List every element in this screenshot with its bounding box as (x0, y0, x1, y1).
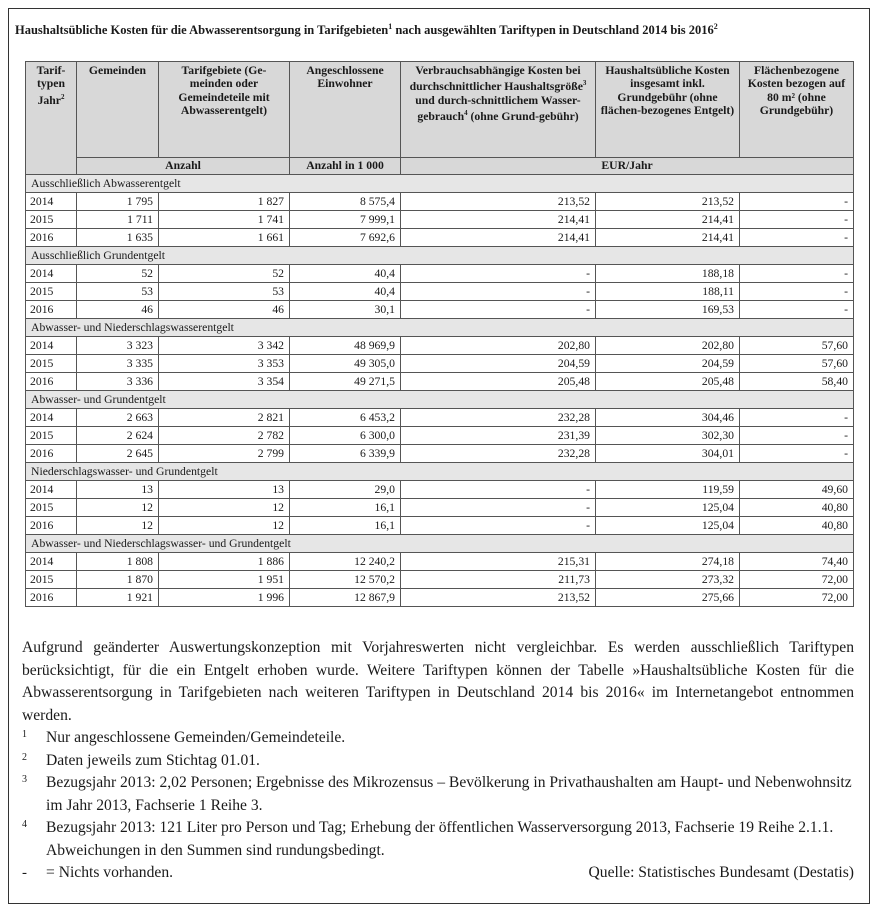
value-cell: - (740, 193, 854, 211)
value-cell: 3 323 (77, 337, 159, 355)
footnote (22, 817, 854, 862)
value-cell: - (740, 427, 854, 445)
section-row (26, 535, 854, 553)
value-cell: 202,80 (401, 337, 596, 355)
value-cell: 16,1 (290, 517, 401, 535)
value-cell: - (401, 301, 596, 319)
value-cell: 57,60 (740, 337, 854, 355)
value-cell: 74,40 (740, 553, 854, 571)
footnote (22, 772, 854, 817)
footnote-dash (22, 862, 854, 885)
year-cell: 2014 (26, 337, 77, 355)
footnote-text: Nur angeschlossene Gemeinden/Gemeindeteile. (46, 729, 346, 746)
table-row (26, 499, 854, 517)
year-cell: 2016 (26, 301, 77, 319)
value-cell: 12 (159, 499, 290, 517)
value-cell: 231,39 (401, 427, 596, 445)
section-row (26, 463, 854, 481)
table-row (26, 427, 854, 445)
value-cell: 7 692,6 (290, 229, 401, 247)
value-cell: 1 996 (159, 589, 290, 607)
footnote-text: Bezugsjahr 2013: 2,02 Personen; Ergebnisse des Mikrozensus – Bevölkerung in Privathaushalten am Haupt- und Nebenwohnsitz im Jahr 2013, Fachserie 1 Reihe 3. (46, 774, 852, 814)
table-row (26, 211, 854, 229)
footnote-text: Daten jeweils zum Stichtag 01.01. (46, 751, 260, 769)
value-cell: 205,48 (401, 373, 596, 391)
value-cell: 30,1 (290, 301, 401, 319)
value-cell: 6 300,0 (290, 427, 401, 445)
value-cell: 3 335 (77, 355, 159, 373)
value-cell: - (740, 229, 854, 247)
section-row (26, 391, 854, 409)
year-cell: 2015 (26, 211, 77, 229)
table-row (26, 193, 854, 211)
notes (22, 637, 854, 885)
value-cell: 53 (159, 283, 290, 301)
table-row (26, 337, 854, 355)
value-cell: 12 867,9 (290, 589, 401, 607)
unit-anzahl: Anzahl (77, 158, 290, 175)
value-cell: 213,52 (401, 589, 596, 607)
value-cell: - (740, 301, 854, 319)
value-cell: 72,00 (740, 589, 854, 607)
value-cell: 211,73 (401, 571, 596, 589)
value-cell: 40,4 (290, 283, 401, 301)
table-row (26, 409, 854, 427)
year-cell: 2016 (26, 373, 77, 391)
intro-note: Aufgrund geänderter Auswertungskonzeption mit Vorjahreswerten nicht vergleichbar. Es werden ausschließlich Tariftypen berücksichtigt, für die ein Entgelt erhoben wurde. Weitere Tariftypen können der Tabelle »Haushaltsübliche Kosten für die Abwasserentsorgung in Tarifgebieten nach weiteren Tariftypen in Deutschland 2014 bis 2016« im Internetangebot entnommen werden. (22, 639, 854, 724)
value-cell: 1 741 (159, 211, 290, 229)
value-cell: 12 (77, 499, 159, 517)
header-gemeinden: Gemeinden (77, 62, 159, 158)
dash-mark: - (22, 865, 27, 881)
footnote-mark: 1 (22, 729, 27, 740)
table-row (26, 517, 854, 535)
value-cell: 232,28 (401, 409, 596, 427)
value-cell: 48 969,9 (290, 337, 401, 355)
year-cell: 2016 (26, 445, 77, 463)
year-cell: 2016 (26, 589, 77, 607)
value-cell: 40,80 (740, 499, 854, 517)
value-cell: - (401, 517, 596, 535)
table-row (26, 571, 854, 589)
table-row (26, 229, 854, 247)
value-cell: 188,11 (596, 283, 740, 301)
value-cell: 49,60 (740, 481, 854, 499)
value-cell: 1 711 (77, 211, 159, 229)
value-cell: - (401, 499, 596, 517)
value-cell: 3 336 (77, 373, 159, 391)
value-cell: 188,18 (596, 265, 740, 283)
value-cell: 1 808 (77, 553, 159, 571)
footnote (22, 750, 854, 773)
value-cell: - (740, 211, 854, 229)
value-cell: 1 886 (159, 553, 290, 571)
section-row (26, 175, 854, 193)
source-note: Quelle: Statistisches Bundesamt (Destatis) (588, 864, 854, 881)
year-cell: 2014 (26, 265, 77, 283)
value-cell: 205,48 (596, 373, 740, 391)
value-cell: 304,01 (596, 445, 740, 463)
value-cell: 1 795 (77, 193, 159, 211)
value-cell: 274,18 (596, 553, 740, 571)
value-cell: 202,80 (596, 337, 740, 355)
value-cell: 12 570,2 (290, 571, 401, 589)
section-row (26, 319, 854, 337)
section-label: Abwasser- und Niederschlagswasser- und Grundentgelt (26, 535, 854, 553)
value-cell: 3 353 (159, 355, 290, 373)
value-cell: 8 575,4 (290, 193, 401, 211)
table-title: Haushaltsübliche Kosten für die Abwasserentsorgung in Tarifgebieten$^1$ nach ausgewählten Tariftypen in Deutschland 2014 bis 2016$^2$ (15, 22, 718, 38)
footnote-text: Bezugsjahr 2013: 121 Liter pro Person und Tag; Erhebung der öffentlichen Wasserversorgung 2013, Fachserie 19 Reihe 2.1.1. Abweichungen in den Summen sind rundungsbedingt. (46, 819, 834, 859)
year-cell: 2016 (26, 229, 77, 247)
table-row (26, 589, 854, 607)
value-cell: 12 (77, 517, 159, 535)
year-cell: 2016 (26, 517, 77, 535)
value-cell: 125,04 (596, 517, 740, 535)
section-label: Niederschlagswasser- und Grundentgelt (26, 463, 854, 481)
value-cell: - (401, 481, 596, 499)
year-cell: 2015 (26, 355, 77, 373)
value-cell: 215,31 (401, 553, 596, 571)
cost-table (25, 61, 854, 607)
footnote (22, 727, 854, 750)
value-cell: 1 635 (77, 229, 159, 247)
value-cell: 53 (77, 283, 159, 301)
value-cell: 1 870 (77, 571, 159, 589)
header-tarifgebiete: Tarifgebiete (Ge-meinden oder Gemeindeteile mit Abwasserentgelt) (159, 62, 290, 158)
value-cell: 58,40 (740, 373, 854, 391)
unit-eur-jahr: EUR/Jahr (401, 158, 854, 175)
table-row (26, 553, 854, 571)
section-label: Abwasser- und Niederschlagswasserentgelt (26, 319, 854, 337)
value-cell: 57,60 (740, 355, 854, 373)
value-cell: 2 663 (77, 409, 159, 427)
year-cell: 2014 (26, 193, 77, 211)
table-row (26, 283, 854, 301)
value-cell: 169,53 (596, 301, 740, 319)
value-cell: 6 339,9 (290, 445, 401, 463)
table-row (26, 445, 854, 463)
value-cell: 213,52 (401, 193, 596, 211)
value-cell: 1 661 (159, 229, 290, 247)
section-row (26, 247, 854, 265)
value-cell: 49 305,0 (290, 355, 401, 373)
header-verbrauchskosten: Verbrauchsabhängige Kosten bei durchschnittlicher Haushaltsgröße$^3$ und durch-schnittlichem Wasser-gebrauch$^4$ (ohne Grund-gebühr) (401, 62, 596, 158)
footnote-mark: 4 (22, 819, 27, 830)
value-cell: - (401, 265, 596, 283)
value-cell: 2 799 (159, 445, 290, 463)
value-cell: - (401, 283, 596, 301)
footnote-mark: 2 (22, 751, 27, 763)
dash-text: = Nichts vorhanden. (46, 864, 174, 881)
table-row (26, 481, 854, 499)
table-row (26, 265, 854, 283)
value-cell: 232,28 (401, 445, 596, 463)
value-cell: 214,41 (596, 229, 740, 247)
value-cell: 6 453,2 (290, 409, 401, 427)
unit-einwohner: Anzahl in 1 000 (290, 158, 401, 175)
value-cell: 213,52 (596, 193, 740, 211)
header-flaechenkosten: Flächenbezogene Kosten bezogen auf 80 m² (ohne Grundgebühr) (740, 62, 854, 158)
value-cell: 2 782 (159, 427, 290, 445)
table-row (26, 373, 854, 391)
value-cell: - (740, 265, 854, 283)
value-cell: 119,59 (596, 481, 740, 499)
year-cell: 2015 (26, 283, 77, 301)
value-cell: 72,00 (740, 571, 854, 589)
value-cell: 52 (159, 265, 290, 283)
year-cell: 2014 (26, 481, 77, 499)
header-kosten-insgesamt: Haushaltsübliche Kosten insgesamt inkl. Grundgebühr (ohne flächen-bezogenes Entgelt) (596, 62, 740, 158)
footnote-mark: 3 (22, 774, 27, 785)
value-cell: 2 645 (77, 445, 159, 463)
value-cell: 40,80 (740, 517, 854, 535)
value-cell: 29,0 (290, 481, 401, 499)
value-cell: 2 624 (77, 427, 159, 445)
value-cell: 273,32 (596, 571, 740, 589)
value-cell: 304,46 (596, 409, 740, 427)
value-cell: 214,41 (401, 211, 596, 229)
year-cell: 2015 (26, 571, 77, 589)
section-label: Ausschließlich Grundentgelt (26, 247, 854, 265)
header-tariftyp-jahr: Tarif-typen Jahr$^2$ (26, 62, 77, 175)
value-cell: - (740, 409, 854, 427)
value-cell: 16,1 (290, 499, 401, 517)
header-einwohner: Angeschlossene Einwohner (290, 62, 401, 158)
value-cell: - (740, 445, 854, 463)
value-cell: 2 821 (159, 409, 290, 427)
value-cell: 12 (159, 517, 290, 535)
value-cell: 3 342 (159, 337, 290, 355)
value-cell: 49 271,5 (290, 373, 401, 391)
value-cell: 275,66 (596, 589, 740, 607)
value-cell: 302,30 (596, 427, 740, 445)
value-cell: 204,59 (596, 355, 740, 373)
table-row (26, 301, 854, 319)
table-row (26, 355, 854, 373)
value-cell: 1 951 (159, 571, 290, 589)
year-cell: 2014 (26, 553, 77, 571)
value-cell: 214,41 (401, 229, 596, 247)
value-cell: 214,41 (596, 211, 740, 229)
year-cell: 2014 (26, 409, 77, 427)
value-cell: 125,04 (596, 499, 740, 517)
value-cell: 1 827 (159, 193, 290, 211)
value-cell: 13 (77, 481, 159, 499)
value-cell: 13 (159, 481, 290, 499)
value-cell: 46 (159, 301, 290, 319)
year-cell: 2015 (26, 499, 77, 517)
value-cell: 46 (77, 301, 159, 319)
value-cell: - (740, 283, 854, 301)
value-cell: 12 240,2 (290, 553, 401, 571)
value-cell: 204,59 (401, 355, 596, 373)
value-cell: 1 921 (77, 589, 159, 607)
year-cell: 2015 (26, 427, 77, 445)
value-cell: 3 354 (159, 373, 290, 391)
section-label: Abwasser- und Grundentgelt (26, 391, 854, 409)
value-cell: 40,4 (290, 265, 401, 283)
value-cell: 52 (77, 265, 159, 283)
table-body (26, 175, 854, 607)
section-label: Ausschließlich Abwasserentgelt (26, 175, 854, 193)
value-cell: 7 999,1 (290, 211, 401, 229)
